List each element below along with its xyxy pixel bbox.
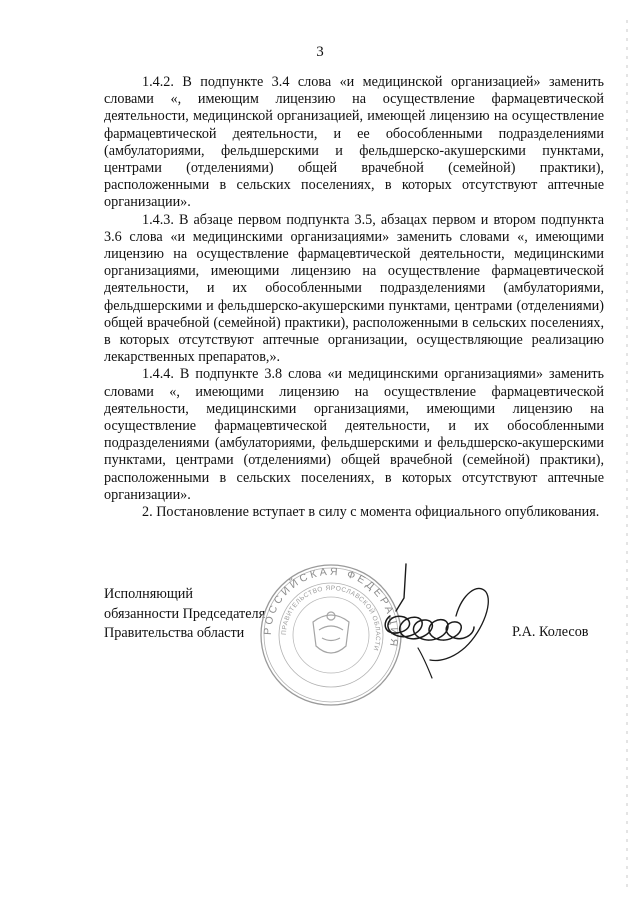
position-line-1: Исполняющий (104, 586, 193, 602)
paragraph-2: 2. Постановление вступает в силу с момента официального опубликования. (142, 504, 600, 521)
document-body (104, 74, 604, 521)
seal-outer-text: РОССИЙСКАЯ ФЕДЕРАЦИЯ (261, 565, 401, 650)
handwritten-signature (376, 556, 496, 706)
svg-text:ПРАВИТЕЛЬСТВО ЯРОСЛАВСКОЙ ОБЛА (281, 585, 381, 652)
coat-of-arms-icon (313, 612, 349, 653)
signatory-name: Р.А. Колесов (512, 624, 589, 640)
paragraph-1-4-2: 1.4.2. В подпункте 3.4 слова «и медицинской организацией» заменить словами «, имеющим лицензию на осуществление фармацевтической деятельности, медицинской организацией, имеющей лицензию на осуществление фармацевтической деятельности, и ее обособленными подразделениями (амбулаториями, фельдшерскими и фельдшерско-акушерскими пунктами, центрами (отделениями) общей врачебной (семейной) практики), расположенными в сельских поселениях, в которых отсутствуют аптечные организации». (104, 74, 604, 211)
scan-edge-line (626, 20, 628, 890)
signatory-position (104, 585, 265, 644)
seal-inner-text: ПРАВИТЕЛЬСТВО ЯРОСЛАВСКОЙ ОБЛАСТИ (280, 584, 382, 652)
paragraph-1-4-3: 1.4.3. В абзаце первом подпункта 3.5, абзацах первом и втором подпункта 3.6 слова «и медицинскими организациями» заменить словами «, имеющими лицензию на осуществление фармацевтической деятельности, медицинскими организациями, имеющими лицензию на осуществление фармацевтической деятельности, и их обособленными подразделениями (амбулаториями, фельдшерскими и фельдшерско-акушерскими пунктами, центрами (отделениями) общей врачебной (семейной) практики), расположенными в сельских поселениях, в которых отсутствуют аптечные организации, осуществляющие реализацию лекарственных препаратов,». (104, 211, 604, 366)
paragraph-1-4-4: 1.4.4. В подпункте 3.8 слова «и медицинскими организациями» заменить словами «, имеющими лицензию на осуществление фармацевтической деятельности, медицинскими организациями, имеющими лицензию на осуществление фармацевтической деятельности, и их обособленными подразделениями (амбулаториями, фельдшерскими и фельдшерско-акушерскими пунктами, центрами (отделениями) общей врачебной (семейной) практики), расположенными в сельских поселениях, в которых отсутствуют аптечные организации». (104, 366, 604, 503)
position-line-2: обязанности Председателя (104, 605, 266, 622)
position-line-3: Правительства области (104, 625, 245, 641)
page-number: 3 (316, 44, 324, 60)
